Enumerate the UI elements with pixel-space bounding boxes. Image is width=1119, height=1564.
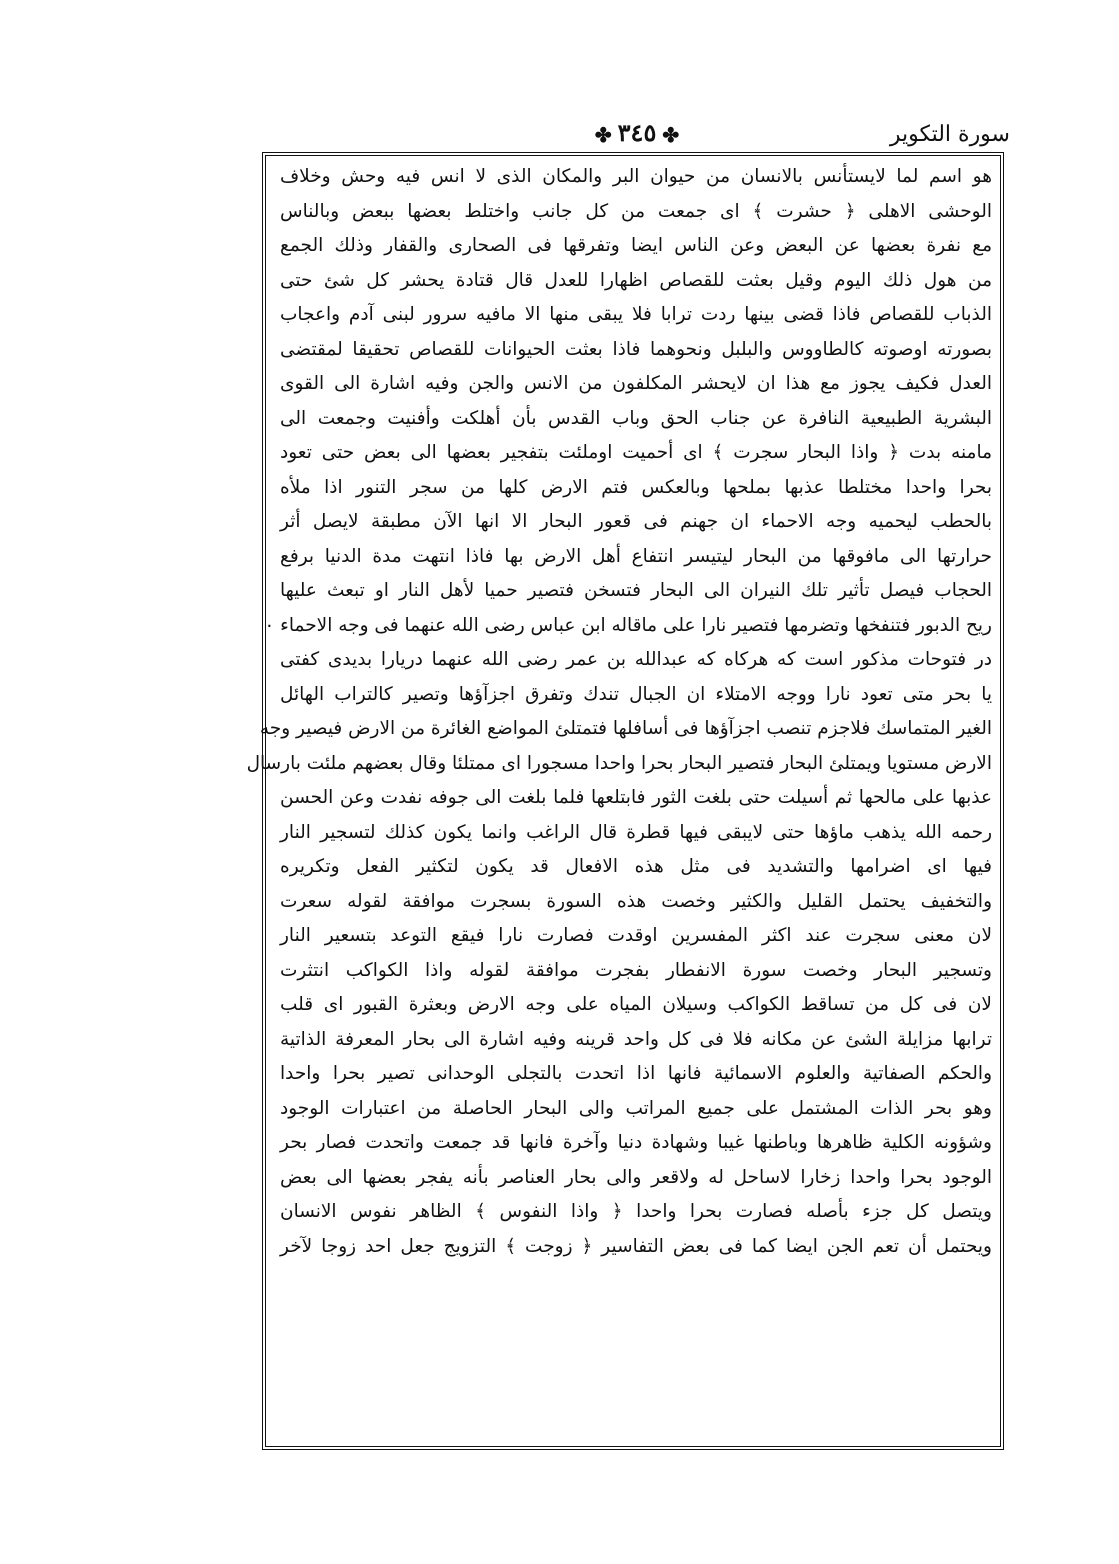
page-number-box [537,118,737,147]
text-line: والحكم الصفاتية والعلوم الاسمائية فانها اذا اتحدت بالتجلى الوحدانى تصير بحرا واحدا [280,1063,992,1084]
ornament-right-icon: ✤ [662,122,680,147]
text-line: بالحطب ليحميه وجه الاحماء ان جهنم فى قعور البحار الا انها الآن مطبقة لايصل أثر [280,511,992,532]
text-line: لان فى كل من تساقط الكواكب وسيلان المياه على وجه الارض وبعثرة القبور اى قلب [280,994,992,1015]
text-line: الحجاب فيصل تأثير تلك النيران الى البحار فتسخن فتصير حميا لأهل النار او تبعث عليها [280,580,992,601]
text-line: والتخفيف يحتمل القليل والكثير وخصت هذه السورة بسجرت موافقة لقوله سعرت [280,890,992,912]
ornament-left-icon: ✤ [594,122,612,147]
text-line: مامنه بدت ﴿ واذا البحار سجرت ﴾ اى أحميت اوملئت بتفجير بعضها الى بعض حتى تعود [280,442,992,463]
text-line: ترابها مزايلة الشئ عن مكانه فلا فى كل واحد قرينه وفيه اشارة الى بحار المعرفة الذاتية [280,1028,992,1050]
text-line: من هول ذلك اليوم وقيل بعثت للقصاص اظهارا للعدل قال قتادة يحشر كل شئ حتى [280,269,992,291]
text-line: الغير المتماسك فلاجزم تنصب اجزآؤها فى أسافلها فتمتلئ المواضع الغائرة من الارض فيصير وجه [259,718,992,739]
text-line: هو اسم لما لايستأنس بالانسان من حيوان البر والمكان الذى لا انس فيه وحش وخلاف [280,166,992,187]
text-line: رحمه الله يذهب ماؤها حتى لايبقى فيها قطرة قال الراغب وانما يكون كذلك لتسجير النار [280,821,992,843]
text-line: در فتوحات مذكور است كه هركاه كه عبدالله بن عمر رضى الله عنهما دريارا بديدى كفتى [280,649,992,670]
surah-name: سورة التكوير [889,122,1010,147]
body-text [246,160,992,1264]
text-line: وشؤونه الكلية ظاهرها وباطنها غيبا وشهادة دنيا وآخرة فانها قد جمعت واتحدت فصار بحر [280,1132,992,1153]
text-line: عذبها على مالحها ثم أسيلت حتى بلغت الثور فابتلعها فلما بلغت الى جوفه نفدت وعن الحسن [280,787,992,808]
text-line: الذباب للقصاص فاذا قضى بينها ردت ترابا فلا يبقى منها الا مافيه سرور لبنى آدم واعجاب [280,304,992,325]
text-line: ويحتمل أن تعم الجن ايضا كما فى بعض التفاسير ﴿ زوجت ﴾ التزويج جعل احد زوجا لآخر [280,1235,992,1257]
text-line: فيها اى اضرامها والتشديد فى مثل هذه الافعال قد يكون لتكثير الفعل وتكريره [280,856,992,877]
text-line: وهو بحر الذات المشتمل على جميع المراتب والى البحار الحاصلة من اعتبارات الوجود [280,1097,992,1119]
text-line: حرارتها الى مافوقها من البحار ليتيسر انتفاع أهل الارض بها فاذا انتهت مدة الدنيا برفع [280,545,992,567]
text-line: الوحشى الاهلى ﴿ حشرت ﴾ اى جمعت من كل جانب واختلط بعضها ببعض وبالناس [280,200,992,222]
text-line: وتسجير البحار وخصت سورة الانفطار بفجرت موافقة لقوله واذا الكواكب انتثرت [280,959,992,981]
text-line: يا بحر متى تعود نارا ووجه الامتلاء ان الجبال تندك وتفرق اجزآؤها وتصير كالتراب الهائل [280,683,992,705]
text-line: مع نفرة بعضها عن البعض وعن الناس ايضا وتفرقها فى الصحارى والقفار وذلك الجمع [280,235,992,256]
text-line: بصورته اوصوته كالطاووس والبلبل ونحوهما فاذا بعثت الحيوانات للقصاص تحقيقا لمقتضى [280,338,992,360]
text-line: العدل فكيف يجوز مع هذا ان لايحشر المكلفون من الانس والجن وفيه اشارة الى القوى [280,373,992,394]
page-number: ٣٤٥ [617,118,657,147]
text-line: ريح الدبور فتنفخها وتضرمها فتصير نارا على ماقاله ابن عباس رضى الله عنهما فى وجه الاحماء ٠ [264,614,992,636]
text-line: لان معنى سجرت عند اكثر المفسرين اوقدت فصارت نارا فيقع التوعد بتسعير النار [280,925,992,946]
text-line: الوجود بحرا واحدا زخارا لاساحل له ولاقعر والى بحار العناصر بأنه يفجر بعضها الى بعض [280,1166,992,1188]
page-header [262,118,1010,154]
text-line: الارض مستويا ويمتلئ البحار فتصير البحار بحرا واحدا مسجورا اى ممتلئا وقال بعضهم ملئت بارسال [246,752,992,774]
text-line: ويتصل كل جزء بأصله فصارت بحرا واحدا ﴿ واذا النفوس ﴾ الظاهر نفوس الانسان [280,1201,992,1222]
text-line: البشرية الطبيعية النافرة عن جناب الحق وباب القدس بأن أهلكت وأفنيت وجمعت الى [280,407,992,429]
text-line: بحرا واحدا مختلطا عذبها بملحها وبالعكس فتم الارض كلها من سجر التنور اذا ملأه [280,476,992,498]
